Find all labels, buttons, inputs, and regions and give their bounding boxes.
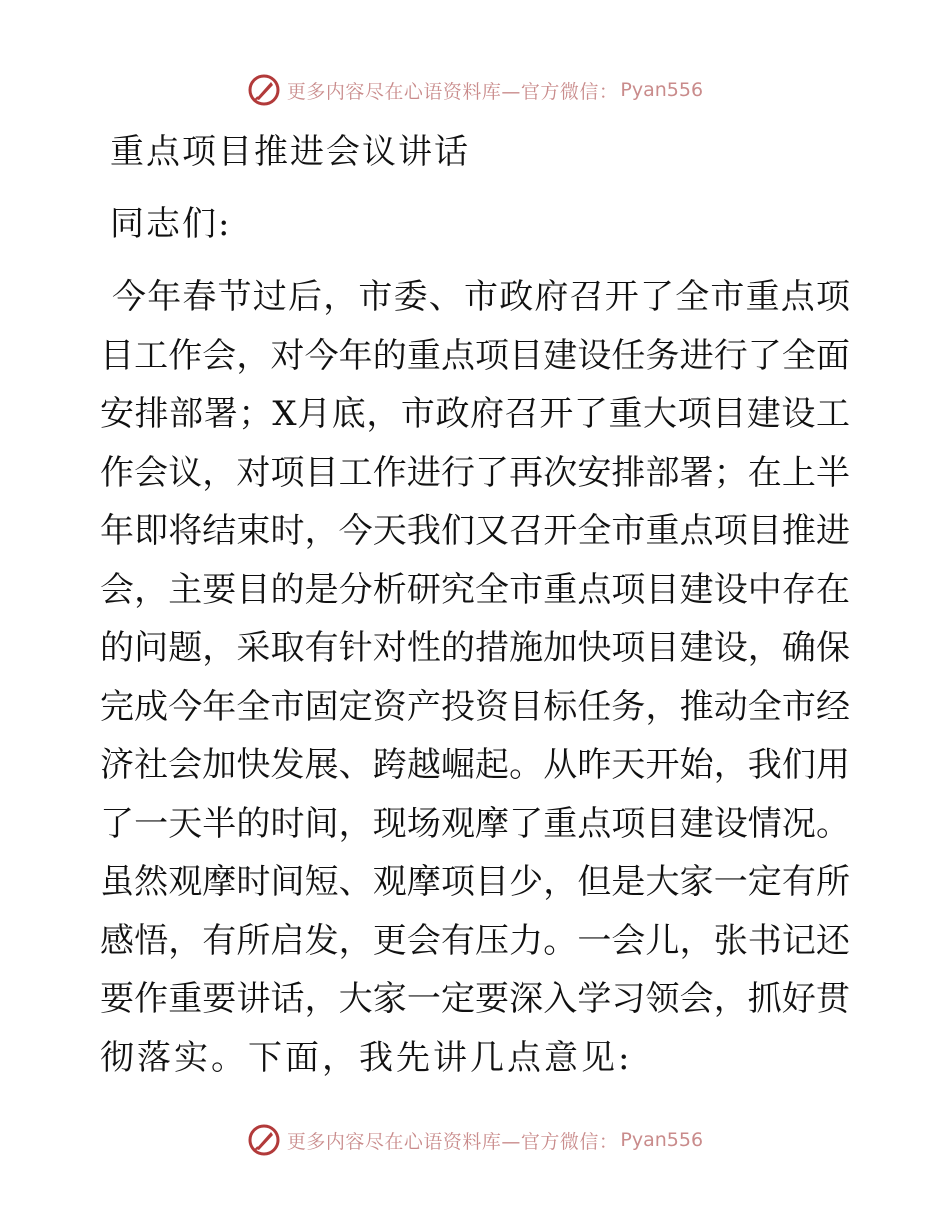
paragraph-line: 感悟，有所启发，更会有压力。一会儿，张书记还 <box>100 920 850 961</box>
paragraph-line: 济社会加快发展、跨越崛起。从昨天开始，我们用 <box>100 745 850 785</box>
body-paragraph <box>100 268 850 1087</box>
header-watermark <box>0 70 950 110</box>
watermark-text: 更多内容尽在心语资料库—官方微信： <box>286 80 619 103</box>
footer-watermark <box>0 1120 950 1160</box>
paragraph-line: 目工作会，对今年的重点项目建设任务进行了全面 <box>100 335 850 376</box>
quill-logo-icon <box>247 73 281 107</box>
watermark-account: Pyan556 <box>620 1129 704 1151</box>
paragraph-line: 完成今年全市固定资产投资目标任务，推动全市经 <box>100 686 850 727</box>
quill-logo-icon <box>247 1123 281 1157</box>
salutation: 同志们: <box>110 204 232 244</box>
paragraph-line: 虽然观摩时间短、观摩项目少，但是大家一定有所 <box>100 862 850 902</box>
paragraph-line: 年即将结束时，今天我们又召开全市重点项目推进 <box>100 511 850 551</box>
paragraph-line: 作会议，对项目工作进行了再次安排部署；在上半 <box>100 452 850 493</box>
paragraph-line: 的问题，采取有针对性的措施加快项目建设，确保 <box>100 628 850 668</box>
document-title: 重点项目推进会议讲话 <box>110 132 470 172</box>
paragraph-line: 今年春节过后，市委、市政府召开了全市重点项 <box>112 277 850 317</box>
watermark-account: Pyan556 <box>620 79 704 101</box>
paragraph-line: 彻落实。下面，我先讲几点意见: <box>100 1037 633 1078</box>
paragraph-line: 要作重要讲话，大家一定要深入学习领会，抓好贯 <box>100 979 850 1019</box>
watermark-text: 更多内容尽在心语资料库—官方微信： <box>286 1130 619 1153</box>
paragraph-line: 安排部署；X月底，市政府召开了重大项目建设工 <box>100 394 850 434</box>
paragraph-line: 会，主要目的是分析研究全市重点项目建设中存在 <box>100 569 850 610</box>
paragraph-line: 了一天半的时间，现场观摩了重点项目建设情况。 <box>100 803 850 844</box>
